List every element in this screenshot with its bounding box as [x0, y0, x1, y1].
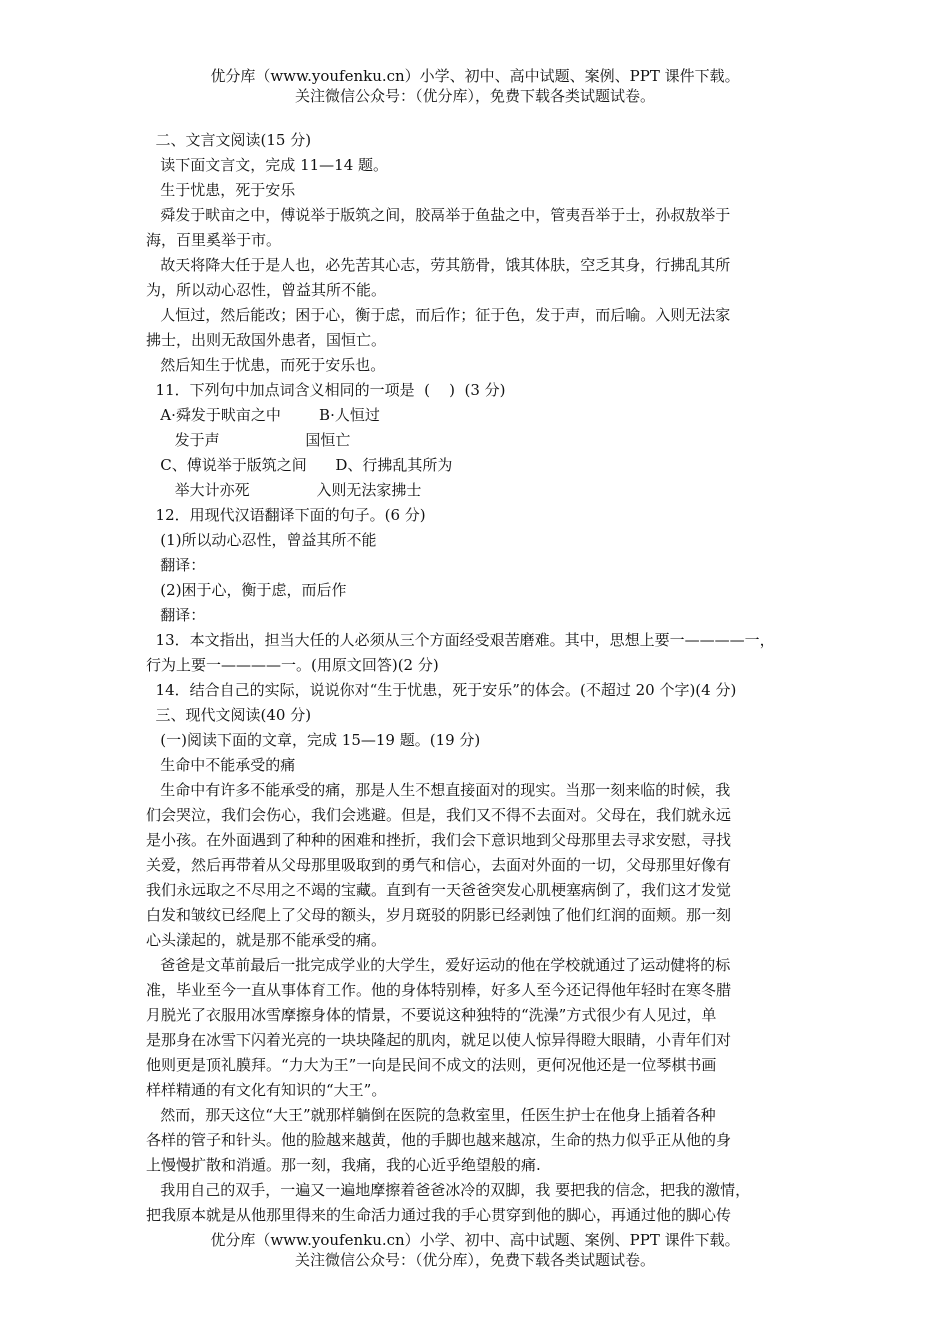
text-line: (2)困于心，衡于虑，而后作	[146, 581, 347, 599]
text-line: 上慢慢扩散和消遁。那一刻，我痛，我的心近乎绝望般的痛.	[146, 1156, 541, 1174]
text-line: 关爱，然后再带着从父母那里吸取到的勇气和信心，去面对外面的一切，父母那里好像有	[146, 856, 732, 874]
text-line: 们会哭泣，我们会伤心，我们会逃避。但是，我们又不得不去面对。父母在，我们就永远	[146, 806, 732, 824]
text-line: 读下面文言文，完成 11—14 题。	[146, 156, 389, 174]
text-line: 然后知生于忧患，而死于安乐也。	[146, 356, 386, 374]
text-line: 拂士，出则无敌国外患者，国恒亡。	[146, 331, 387, 349]
page-footer	[0, 1230, 950, 1270]
text-line: 为，所以动心忍性，曾益其所不能。	[146, 281, 387, 299]
header-line-2: 关注微信公众号：（优分库），免费下载各类试题试卷。	[294, 87, 655, 105]
text-line: 二、文言文阅读(15 分)	[146, 131, 312, 149]
text-line: 14．结合自己的实际，说说你对“生于忧患，死于安乐”的体会。(不超过 20 个字)(4 分)	[146, 681, 737, 699]
text-line: 13．本文指出，担当大任的人必须从三个方面经受艰苦磨难。其中，思想上要一————一，	[146, 631, 775, 649]
text-line: (1)所以动心忍性，曾益其所不能	[146, 531, 377, 549]
text-line: 然而，那天这位“大王”就那样躺倒在医院的急救室里，任医生护士在他身上插着各种	[146, 1106, 716, 1124]
text-line: 人恒过，然后能改；困于心，衡于虑，而后作；征于色，发于声，而后喻。入则无法家	[146, 306, 731, 324]
text-line: 12．用现代汉语翻译下面的句子。(6 分)	[146, 506, 426, 524]
text-line: 心头漾起的，就是那不能承受的痛。	[146, 931, 387, 949]
text-line: 故天将降大任于是人也，必先苦其心志，劳其筋骨，饿其体肤，空乏其身，行拂乱其所	[146, 256, 731, 274]
text-line: 月脱光了衣服用冰雪摩擦身体的情景，不要说这种独特的“洗澡”方式很少有人见过，单	[146, 1006, 717, 1024]
text-line: 翻译：	[146, 556, 206, 574]
text-line: 我用自己的双手，一遍又一遍地摩擦着爸爸冰冷的双脚，我 要把我的信念，把我的激情，	[146, 1181, 751, 1199]
text-line: 把我原本就是从他那里得来的生命活力通过我的手心贯穿到他的脚心，再通过他的脚心传	[146, 1206, 732, 1224]
text-line: 舜发于畎亩之中，傅说举于版筑之间，胶鬲举于鱼盐之中，管夷吾举于士，孙叔敖举于	[146, 206, 731, 224]
text-line: A·舜发于畎亩之中 B·人恒过	[146, 406, 380, 424]
text-line: 11．下列句中加点词含义相同的一项是 ( ) (3 分)	[146, 381, 506, 399]
text-line: 是那身在冰雪下闪着光亮的一块块隆起的肌肉，就足以使人惊异得瞪大眼睛，小青年们对	[146, 1031, 732, 1049]
text-line: 我们永远取之不尽用之不竭的宝藏。直到有一天爸爸突发心肌梗塞病倒了，我们这才发觉	[146, 881, 732, 899]
text-line: 发于声 国恒亡	[146, 431, 351, 449]
text-line: 三、现代文阅读(40 分)	[146, 706, 312, 724]
text-line: 白发和皱纹已经爬上了父母的额头，岁月斑驳的阴影已经剥蚀了他们红润的面颊。那一刻	[146, 906, 732, 924]
text-line: 举大计亦死 入则无法家拂士	[146, 481, 422, 499]
text-line: 行为上要一————一。(用原文回答)(2 分)	[146, 656, 439, 674]
text-line: (一)阅读下面的文章，完成 15—19 题。(19 分)	[146, 731, 481, 749]
text-line: 样样精通的有文化有知识的“大王”。	[146, 1081, 387, 1099]
text-line: 生命中有许多不能承受的痛，那是人生不想直接面对的现实。当那一刻来临的时候，我	[146, 781, 731, 799]
footer-line-2: 关注微信公众号：（优分库），免费下载各类试题试卷。	[294, 1251, 655, 1269]
text-line: 爸爸是文革前最后一批完成学业的大学生，爱好运动的他在学校就通过了运动健将的标	[146, 956, 731, 974]
text-line: 生命中不能承受的痛	[146, 756, 296, 774]
text-line: 海，百里奚举于市。	[146, 231, 282, 249]
text-line: 他则更是顶礼膜拜。“力大为王”一向是民间不成文的法则，更何况他还是一位琴棋书画	[146, 1056, 717, 1074]
text-line: 生于忧患，死于安乐	[146, 181, 296, 199]
text-line: 准，毕业至今一直从事体育工作。他的身体特别棒，好多人至今还记得他年轻时在寒冬腊	[146, 981, 732, 999]
page-header	[0, 66, 950, 106]
text-line: 是小孩。在外面遇到了种种的困难和挫折，我们会下意识地到父母那里去寻求安慰，寻找	[146, 831, 732, 849]
footer-line-1: 优分库（www.youfenku.cn）小学、初中、高中试题、案例、PPT 课件下载。	[210, 1231, 740, 1249]
document-body	[146, 128, 816, 1228]
text-line: C、傅说举于版筑之间 D、行拂乱其所为	[146, 456, 453, 474]
header-line-1: 优分库（www.youfenku.cn）小学、初中、高中试题、案例、PPT 课件下载。	[210, 67, 740, 85]
text-line: 翻译：	[146, 606, 206, 624]
text-line: 各样的管子和针头。他的脸越来越黄，他的手脚也越来越凉，生命的热力似乎正从他的身	[146, 1131, 732, 1149]
